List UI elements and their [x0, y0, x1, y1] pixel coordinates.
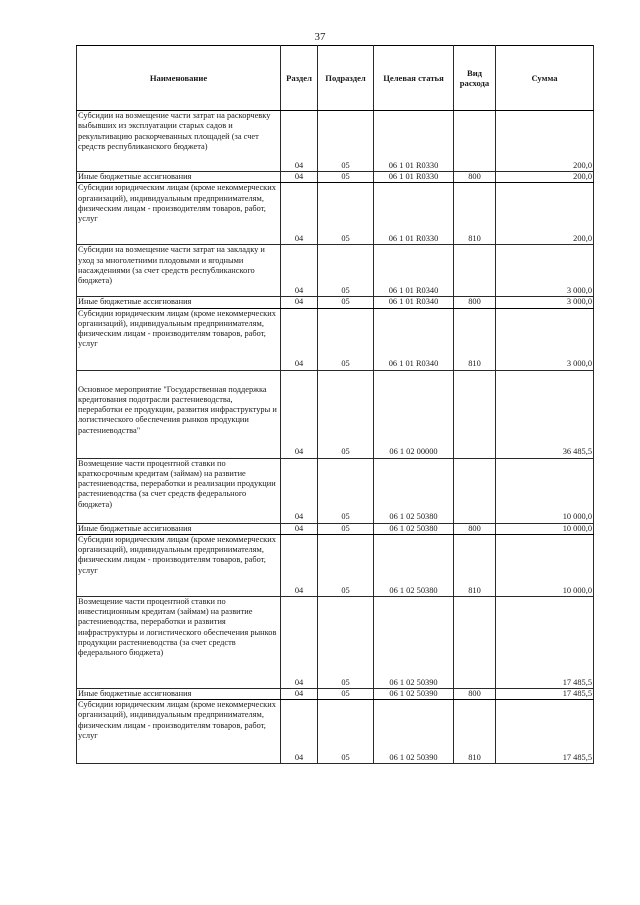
row-section: 04: [281, 308, 318, 370]
row-section: 04: [281, 172, 318, 183]
row-sum: 10 000,0: [496, 458, 594, 523]
table-row: [77, 523, 594, 534]
row-kind: [454, 111, 496, 172]
table-row: [77, 183, 594, 245]
row-name: Возмещение части процентной ставки по инвестиционным кредитам (займам) на развитие растениеводства, переработки и развития инфраструктуры и логистического обеспечения рынков продукции растениеводства (за счет средств федерального бюджета): [77, 596, 281, 688]
table-row: [77, 458, 594, 523]
row-sum: 3 000,0: [496, 308, 594, 370]
header-name: Наименование: [77, 46, 281, 111]
row-target: 06 1 02 50390: [374, 688, 454, 699]
row-target: 06 1 01 R0340: [374, 245, 454, 297]
row-subsection: 05: [318, 111, 374, 172]
row-name: Субсидии юридическим лицам (кроме некоммерческих организаций), индивидуальным предпринимателям, физическим лицам - производителям товаров, работ, услуг: [77, 700, 281, 764]
row-kind: [454, 596, 496, 688]
row-kind: 800: [454, 523, 496, 534]
row-name: Субсидии юридическим лицам (кроме некоммерческих организаций), индивидуальным предпринимателям, физическим лицам - производителям товаров, работ, услуг: [77, 534, 281, 596]
row-kind: 810: [454, 308, 496, 370]
table-row: [77, 172, 594, 183]
row-kind: [454, 458, 496, 523]
header-kind: Вид расхода: [454, 46, 496, 111]
row-name: Иные бюджетные ассигнования: [77, 172, 281, 183]
row-section: 04: [281, 111, 318, 172]
row-section: 04: [281, 534, 318, 596]
row-target: 06 1 01 R0330: [374, 172, 454, 183]
row-subsection: 05: [318, 534, 374, 596]
row-sum: 17 485,5: [496, 596, 594, 688]
table-row: [77, 596, 594, 688]
row-name: Иные бюджетные ассигнования: [77, 688, 281, 699]
row-section: 04: [281, 523, 318, 534]
row-name: Основное мероприятие "Государственная поддержка кредитования подотрасли растениеводства, переработки ее продукции, развития инфраструктуры и логистического обеспечения рынков продукции растениеводства": [77, 370, 281, 458]
row-name: Субсидии на возмещение части затрат на закладку и уход за многолетними плодовыми и ягодными насаждениями (за счет средств республиканского бюджета): [77, 245, 281, 297]
row-subsection: 05: [318, 700, 374, 764]
row-subsection: 05: [318, 172, 374, 183]
row-subsection: 05: [318, 688, 374, 699]
row-sum: 10 000,0: [496, 523, 594, 534]
table-header-row: [77, 46, 594, 111]
row-target: 06 1 02 50390: [374, 700, 454, 764]
row-kind: 810: [454, 534, 496, 596]
row-target: 06 1 01 R0330: [374, 183, 454, 245]
row-kind: 810: [454, 183, 496, 245]
row-target: 06 1 02 50390: [374, 596, 454, 688]
row-subsection: 05: [318, 458, 374, 523]
row-sum: 200,0: [496, 183, 594, 245]
row-target: 06 1 02 50380: [374, 534, 454, 596]
table-row: [77, 308, 594, 370]
table-row: [77, 297, 594, 308]
row-kind: [454, 245, 496, 297]
table-row: [77, 111, 594, 172]
row-sum: 17 485,5: [496, 688, 594, 699]
row-subsection: 05: [318, 308, 374, 370]
row-kind: 810: [454, 700, 496, 764]
row-subsection: 05: [318, 523, 374, 534]
row-kind: 800: [454, 688, 496, 699]
row-section: 04: [281, 297, 318, 308]
row-kind: [454, 370, 496, 458]
budget-table: [76, 45, 594, 764]
row-section: 04: [281, 370, 318, 458]
row-section: 04: [281, 700, 318, 764]
row-name: Иные бюджетные ассигнования: [77, 297, 281, 308]
row-subsection: 05: [318, 370, 374, 458]
row-name: Иные бюджетные ассигнования: [77, 523, 281, 534]
row-section: 04: [281, 183, 318, 245]
row-name: Субсидии юридическим лицам (кроме некоммерческих организаций), индивидуальным предпринимателям, физическим лицам - производителям товаров, работ, услуг: [77, 308, 281, 370]
header-target: Целевая статья: [374, 46, 454, 111]
row-sum: 200,0: [496, 172, 594, 183]
row-section: 04: [281, 596, 318, 688]
row-section: 04: [281, 245, 318, 297]
row-target: 06 1 01 R0340: [374, 297, 454, 308]
row-name: Субсидии юридическим лицам (кроме некоммерческих организаций), индивидуальным предпринимателям, физическим лицам - производителям товаров, работ, услуг: [77, 183, 281, 245]
row-sum: 3 000,0: [496, 297, 594, 308]
row-target: 06 1 02 50380: [374, 458, 454, 523]
header-subsection: Подраздел: [318, 46, 374, 111]
header-section: Раздел: [281, 46, 318, 111]
row-sum: 36 485,5: [496, 370, 594, 458]
page-number: 37: [314, 31, 326, 43]
row-subsection: 05: [318, 596, 374, 688]
row-sum: 17 485,5: [496, 700, 594, 764]
row-kind: 800: [454, 172, 496, 183]
row-name: Субсидии на возмещение части затрат на раскорчевку выбывших из эксплуатации старых садов и рекультивацию раскорчеванных площадей (за счет средств республиканского бюджета): [77, 111, 281, 172]
row-subsection: 05: [318, 245, 374, 297]
table-row: [77, 370, 594, 458]
row-section: 04: [281, 688, 318, 699]
row-sum: 3 000,0: [496, 245, 594, 297]
row-target: 06 1 01 R0330: [374, 111, 454, 172]
row-target: 06 1 02 50380: [374, 523, 454, 534]
table-row: [77, 688, 594, 699]
table-row: [77, 245, 594, 297]
row-subsection: 05: [318, 297, 374, 308]
row-section: 04: [281, 458, 318, 523]
row-sum: 200,0: [496, 111, 594, 172]
row-target: 06 1 01 R0340: [374, 308, 454, 370]
row-sum: 10 000,0: [496, 534, 594, 596]
row-subsection: 05: [318, 183, 374, 245]
header-sum: Сумма: [496, 46, 594, 111]
row-kind: 800: [454, 297, 496, 308]
table-row: [77, 700, 594, 764]
row-name: Возмещение части процентной ставки по краткосрочным кредитам (займам) на развитие растениеводства, переработки и реализации продукции растениеводства (за счет средств федерального бюджета): [77, 458, 281, 523]
table-row: [77, 534, 594, 596]
row-target: 06 1 02 00000: [374, 370, 454, 458]
